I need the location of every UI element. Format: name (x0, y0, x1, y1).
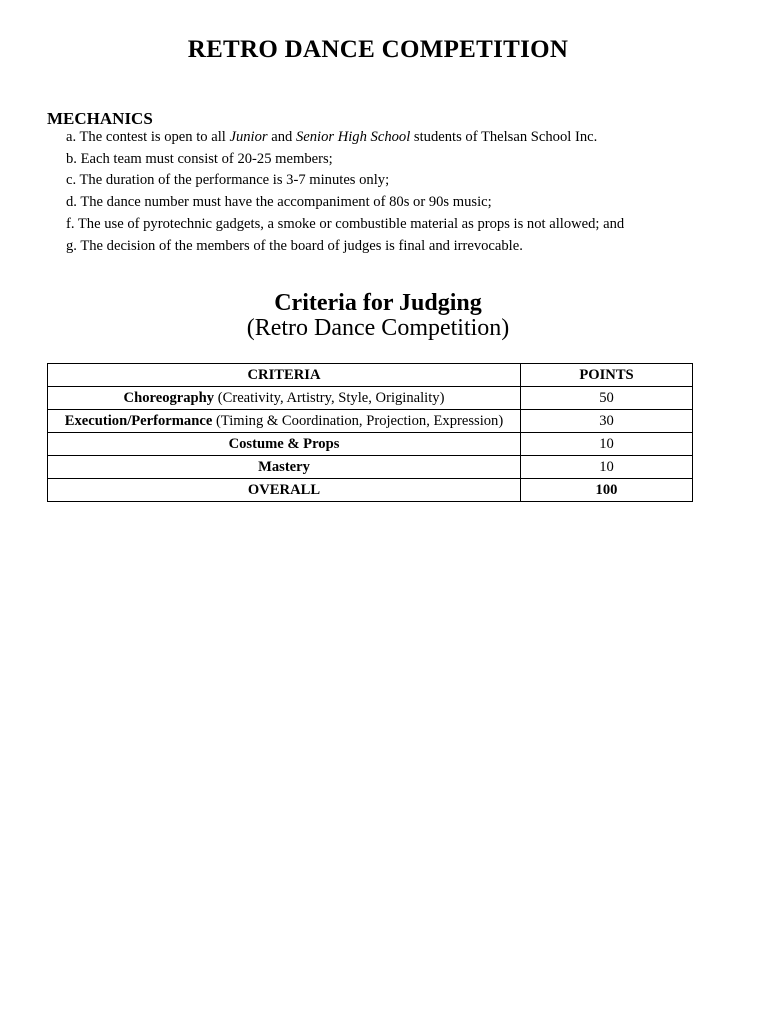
mechanics-item-a (66, 127, 624, 149)
mechanics-heading: MECHANICS (47, 109, 153, 128)
mechanics-item-b: b. Each team must consist of 20-25 members; (66, 150, 333, 167)
criteria-cell (48, 410, 521, 433)
mechanics-item-g: g. The decision of the members of the board of judges is final and irrevocable. (66, 237, 523, 254)
mechanics-item-f: f. The use of pyrotechnic gadgets, a smoke or combustible material as props is not allowed; and (66, 215, 625, 232)
criteria-table (47, 363, 693, 502)
mechanics-item-a-mid: and (267, 129, 296, 145)
header-points: POINTS (521, 364, 693, 387)
criteria-subtitle: (Retro Dance Competition) (246, 315, 510, 341)
table-row (48, 433, 693, 456)
points-cell: 50 (521, 387, 693, 410)
table-row (48, 410, 693, 433)
table-row (48, 387, 693, 410)
criteria-detail: (Creativity, Artistry, Style, Originality) (214, 390, 445, 406)
points-cell: 30 (521, 410, 693, 433)
criteria-cell (48, 387, 521, 410)
points-cell: 10 (521, 456, 693, 479)
criteria-detail: (Timing & Coordination, Projection, Expression) (212, 413, 504, 429)
mechanics-item-a-junior: Junior (229, 129, 268, 145)
overall-points: 100 (521, 479, 693, 502)
mechanics-item-a-suffix: students of Thelsan School Inc. (410, 129, 598, 145)
header-criteria: CRITERIA (48, 364, 521, 387)
table-row (48, 456, 693, 479)
table-row-overall (48, 479, 693, 502)
mechanics-item-a-prefix: a. The contest is open to all (66, 129, 230, 145)
criteria-name: Choreography (123, 390, 215, 406)
mechanics-item-d: d. The dance number must have the accompaniment of 80s or 90s music; (66, 194, 492, 211)
mechanics-list (66, 127, 624, 257)
criteria-cell: Costume & Props (48, 433, 521, 456)
mechanics-item-a-senior: Senior High School (295, 129, 411, 145)
table-header-row (48, 364, 693, 387)
mechanics-item-c: c. The duration of the performance is 3-7 minutes only; (66, 172, 390, 189)
criteria-title: Criteria for Judging (274, 290, 482, 316)
criteria-cell: Mastery (48, 456, 521, 479)
page-title: RETRO DANCE COMPETITION (187, 36, 569, 63)
overall-label: OVERALL (48, 479, 521, 502)
points-cell: 10 (521, 433, 693, 456)
criteria-name: Execution/Performance (64, 413, 213, 429)
